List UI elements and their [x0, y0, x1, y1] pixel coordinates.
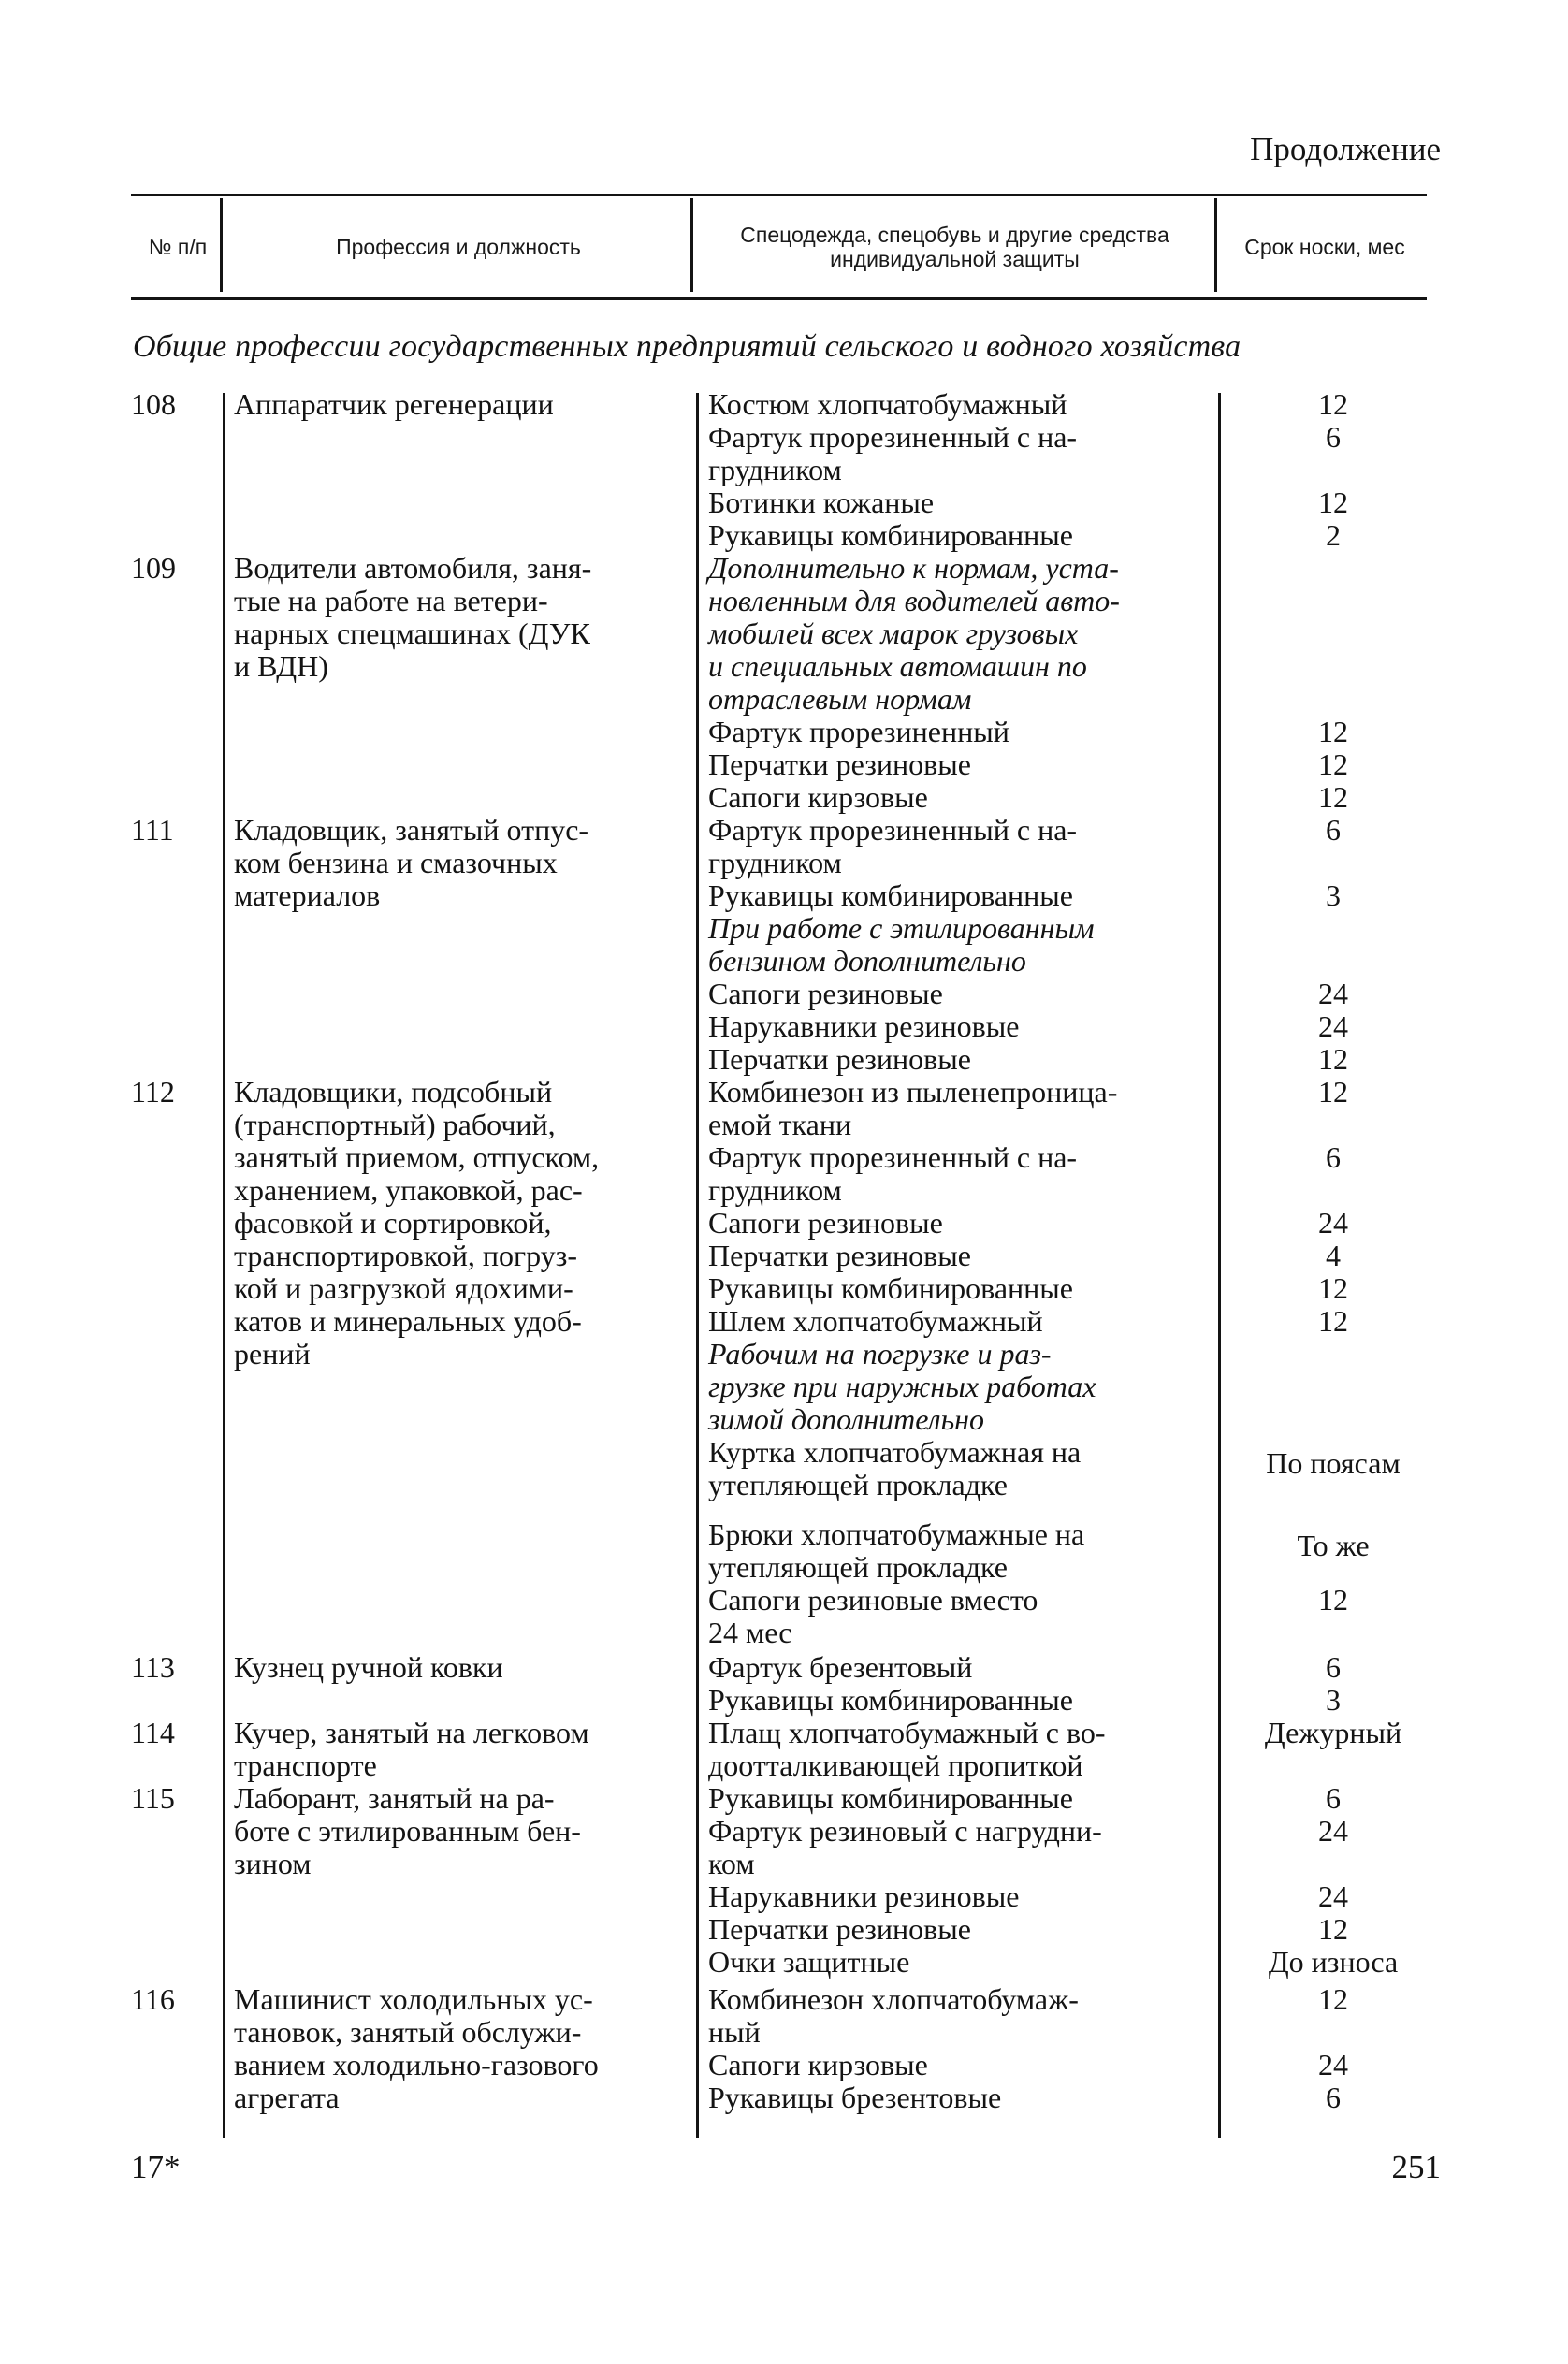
- profession-text-line: катов и минеральных удоб-: [234, 1304, 582, 1338]
- equipment-note-line: мобилей всех марок грузовых: [708, 616, 1079, 650]
- header-term: Срок носки, мес: [1244, 235, 1405, 260]
- row-number: 116: [131, 1982, 175, 2016]
- equipment-item-line: Рукавицы комбинированные: [708, 878, 1073, 912]
- profession-text-line: зином: [234, 1847, 312, 1880]
- equipment-item: [708, 2049, 1213, 2081]
- equipment-item: [708, 1518, 1213, 1584]
- equipment-item: [708, 1983, 1213, 2049]
- equipment-item: [708, 1584, 1213, 1649]
- profession-text: [234, 1651, 692, 1684]
- equipment-item-line: грудником: [708, 1173, 842, 1207]
- equipment-item-line: Рукавицы брезентовые: [708, 2081, 1002, 2114]
- equipment-note-line: При работе с этилированным: [708, 911, 1095, 945]
- profession-text-line: транспорте: [234, 1748, 377, 1782]
- equipment-item-line: доотталкивающей пропиткой: [708, 1748, 1083, 1782]
- profession-text: [234, 552, 692, 683]
- equipment-item: [708, 388, 1213, 421]
- header-divider-1: [220, 198, 223, 292]
- page-number: 251: [1391, 2149, 1441, 2185]
- row-number: 111: [131, 813, 174, 847]
- profession-text: [234, 1983, 692, 2114]
- body-divider-3: [1218, 393, 1221, 2138]
- equipment-item: [708, 1651, 1213, 1684]
- equipment-item-line: Рукавицы комбинированные: [708, 1271, 1073, 1305]
- equipment-item: [708, 1043, 1213, 1076]
- equipment-note: [708, 1338, 1213, 1436]
- equipment-item-line: Сапоги резиновые вместо: [708, 1583, 1038, 1617]
- wear-term: 12: [1318, 486, 1348, 519]
- profession-text-line: Аппаратчик регенерации: [234, 387, 554, 421]
- wear-term: 12: [1318, 1583, 1348, 1617]
- equipment-note-line: зимой дополнительно: [708, 1402, 985, 1436]
- profession-text: [234, 1076, 692, 1371]
- equipment-item-line: Фартук брезентовый: [708, 1650, 973, 1684]
- equipment-item-line: Шлем хлопчатобумажный: [708, 1304, 1043, 1338]
- equipment-item-line: Ботинки кожаные: [708, 486, 935, 519]
- equipment-item-line: Фартук прорезиненный: [708, 715, 1009, 748]
- equipment-item-line: Фартук прорезиненный с на-: [708, 813, 1078, 847]
- equipment-item: [708, 1436, 1213, 1501]
- equipment-item-line: Сапоги резиновые: [708, 977, 943, 1010]
- wear-term: 12: [1318, 1304, 1348, 1338]
- wear-term: 12: [1318, 387, 1348, 421]
- profession-text-line: рений: [234, 1337, 311, 1371]
- equipment-item-line: грудником: [708, 846, 842, 879]
- equipment-item: [708, 1076, 1213, 1141]
- profession-text-line: ком бензина и смазочных: [234, 846, 558, 879]
- equipment-item: [708, 486, 1213, 519]
- equipment-note: [708, 912, 1213, 978]
- equipment-note-line: новленным для водителей авто-: [708, 584, 1120, 617]
- equipment-item: [708, 421, 1213, 486]
- profession-text-line: Кузнец ручной ковки: [234, 1650, 503, 1684]
- header-number: № п/п: [148, 235, 208, 260]
- equipment-item: [708, 978, 1213, 1010]
- header-divider-2: [690, 198, 693, 292]
- wear-term: 4: [1326, 1239, 1341, 1272]
- equipment-item: [708, 1207, 1213, 1240]
- equipment-item-line: Перчатки резиновые: [708, 747, 971, 781]
- equipment-item-line: Очки защитные: [708, 1945, 910, 1979]
- equipment-item-line: ный: [708, 2015, 761, 2049]
- equipment-item-line: Перчатки резиновые: [708, 1042, 971, 1076]
- equipment-note-line: и специальных автомашин по: [708, 649, 1087, 683]
- wear-term: 6: [1326, 1781, 1341, 1815]
- equipment-item: [708, 1240, 1213, 1272]
- header-bottom-rule: [131, 297, 1427, 300]
- wear-term: 12: [1318, 747, 1348, 781]
- profession-text-line: кой и разгрузкой ядохими-: [234, 1271, 573, 1305]
- equipment-item: [708, 1782, 1213, 1815]
- wear-term: 12: [1318, 1912, 1348, 1946]
- equipment-note-line: грузке при наружных работах: [708, 1370, 1096, 1403]
- equipment-item: [708, 1272, 1213, 1305]
- equipment-item: [708, 781, 1213, 814]
- row-number: 115: [131, 1781, 175, 1815]
- equipment-item-line: утепляющей прокладке: [708, 1468, 1008, 1501]
- equipment-item-line: емой ткани: [708, 1108, 852, 1141]
- equipment-item-line: Рукавицы комбинированные: [708, 1781, 1073, 1815]
- wear-term: 6: [1326, 813, 1341, 847]
- profession-text-line: тановок, занятый обслужи-: [234, 2015, 582, 2049]
- equipment-item: [708, 1141, 1213, 1207]
- table-top-rule: [131, 194, 1427, 196]
- wear-term: 24: [1318, 977, 1348, 1010]
- profession-text-line: фасовкой и сортировкой,: [234, 1206, 552, 1240]
- equipment-item: [708, 1946, 1213, 1979]
- wear-term: 12: [1318, 1982, 1348, 2016]
- row-number: 113: [131, 1650, 175, 1684]
- profession-text-line: хранением, упаковкой, рас-: [234, 1173, 583, 1207]
- equipment-item: [708, 519, 1213, 552]
- equipment-item: [708, 716, 1213, 748]
- wear-term: 6: [1326, 2081, 1341, 2114]
- profession-text-line: Лаборант, занятый на ра-: [234, 1781, 555, 1815]
- equipment-item-line: 24 мес: [708, 1616, 792, 1649]
- signature-mark: 17*: [131, 2149, 181, 2185]
- wear-term: По поясам: [1266, 1446, 1401, 1480]
- wear-term: 12: [1318, 780, 1348, 814]
- profession-text-line: ванием холодильно-газового: [234, 2048, 599, 2081]
- continuation-label: Продолжение: [1250, 131, 1441, 167]
- equipment-item: [708, 1815, 1213, 1880]
- equipment-item-line: Сапоги кирзовые: [708, 780, 928, 814]
- profession-text-line: Водители автомобиля, заня-: [234, 551, 592, 585]
- profession-text-line: транспортировкой, погруз-: [234, 1239, 577, 1272]
- equipment-item-line: Нарукавники резиновые: [708, 1879, 1020, 1913]
- equipment-item-line: ком: [708, 1847, 755, 1880]
- row-number: 108: [131, 387, 176, 421]
- equipment-item: [708, 1305, 1213, 1338]
- equipment-item-line: Нарукавники резиновые: [708, 1009, 1020, 1043]
- wear-term: 3: [1326, 878, 1341, 912]
- profession-text-line: Кладовщики, подсобный: [234, 1075, 553, 1109]
- wear-term: 24: [1318, 1009, 1348, 1043]
- header-equipment: Спецодежда, спецобувь и другие средства индивидуальной защиты: [740, 223, 1169, 271]
- equipment-item-line: Комбинезон из пыленепроница-: [708, 1075, 1118, 1109]
- wear-term: 12: [1318, 1271, 1348, 1305]
- wear-term: 12: [1318, 1075, 1348, 1109]
- profession-text-line: боте с этилированным бен-: [234, 1814, 581, 1848]
- wear-term: 24: [1318, 1814, 1348, 1848]
- section-title: Общие профессии государственных предприятий сельского и водного хозяйства: [133, 329, 1241, 364]
- equipment-item-line: Брюки хлопчатобумажные на: [708, 1517, 1085, 1551]
- profession-text-line: и ВДН): [234, 649, 328, 683]
- wear-term: 12: [1318, 1042, 1348, 1076]
- equipment-item: [708, 879, 1213, 912]
- equipment-note-line: отраслевым нормам: [708, 682, 972, 716]
- equipment-item: [708, 1880, 1213, 1913]
- equipment-item-line: Плащ хлопчатобумажный с во-: [708, 1716, 1106, 1749]
- header-divider-3: [1214, 198, 1217, 292]
- wear-term: 24: [1318, 1879, 1348, 1913]
- wear-term: Дежурный: [1264, 1716, 1402, 1749]
- equipment-item-line: грудником: [708, 453, 842, 486]
- row-number: 112: [131, 1075, 175, 1109]
- wear-term: 24: [1318, 1206, 1348, 1240]
- profession-text-line: Кучер, занятый на легковом: [234, 1716, 589, 1749]
- equipment-item: [708, 1010, 1213, 1043]
- equipment-item-line: Комбинезон хлопчатобумаж-: [708, 1982, 1079, 2016]
- equipment-note: [708, 552, 1213, 716]
- equipment-note-line: Рабочим на погрузке и раз-: [708, 1337, 1052, 1371]
- row-number: 114: [131, 1716, 175, 1749]
- equipment-item: [708, 814, 1213, 879]
- equipment-item-line: Фартук резиновый с нагрудни-: [708, 1814, 1102, 1848]
- wear-term: То же: [1297, 1529, 1370, 1562]
- wear-term: 6: [1326, 1650, 1341, 1684]
- wear-term: 3: [1326, 1683, 1341, 1717]
- profession-text-line: занятый приемом, отпуском,: [234, 1140, 600, 1174]
- body-divider-2: [696, 393, 699, 2138]
- equipment-item-line: Костюм хлопчатобумажный: [708, 387, 1067, 421]
- wear-term: 12: [1318, 715, 1348, 748]
- equipment-item: [708, 1717, 1213, 1782]
- profession-text-line: материалов: [234, 878, 381, 912]
- equipment-item: [708, 1913, 1213, 1946]
- equipment-note-line: бензином дополнительно: [708, 944, 1026, 978]
- wear-term: До износа: [1268, 1945, 1399, 1979]
- equipment-item-line: Перчатки резиновые: [708, 1912, 971, 1946]
- profession-text-line: тые на работе на ветери-: [234, 584, 548, 617]
- profession-text: [234, 1782, 692, 1880]
- body-divider-1: [223, 393, 225, 2138]
- equipment-item-line: Фартук прорезиненный с на-: [708, 420, 1078, 454]
- equipment-item: [708, 748, 1213, 781]
- equipment-item-line: Рукавицы комбинированные: [708, 1683, 1073, 1717]
- equipment-item: [708, 2081, 1213, 2114]
- equipment-item-line: Фартук прорезиненный с на-: [708, 1140, 1078, 1174]
- equipment-item-line: утепляющей прокладке: [708, 1550, 1008, 1584]
- wear-term: 24: [1318, 2048, 1348, 2081]
- equipment-item: [708, 1684, 1213, 1717]
- equipment-item-line: Куртка хлопчатобумажная на: [708, 1435, 1082, 1469]
- profession-text-line: (транспортный) рабочий,: [234, 1108, 556, 1141]
- profession-text-line: нарных спецмашинах (ДУК: [234, 616, 590, 650]
- profession-text-line: агрегата: [234, 2081, 340, 2114]
- profession-text: [234, 814, 692, 912]
- wear-term: 6: [1326, 1140, 1341, 1174]
- equipment-item-line: Перчатки резиновые: [708, 1239, 971, 1272]
- equipment-note-line: Дополнительно к нормам, уста-: [708, 551, 1119, 585]
- wear-term: 6: [1326, 420, 1341, 454]
- equipment-item-line: Сапоги кирзовые: [708, 2048, 928, 2081]
- profession-text: [234, 1717, 692, 1782]
- equipment-item-line: Сапоги резиновые: [708, 1206, 943, 1240]
- profession-text-line: Машинист холодильных ус-: [234, 1982, 593, 2016]
- wear-term: 2: [1326, 518, 1341, 552]
- profession-text: [234, 388, 692, 421]
- row-number: 109: [131, 551, 176, 585]
- profession-text-line: Кладовщик, занятый отпус-: [234, 813, 589, 847]
- header-profession: Профессия и должность: [336, 235, 581, 260]
- equipment-item-line: Рукавицы комбинированные: [708, 518, 1073, 552]
